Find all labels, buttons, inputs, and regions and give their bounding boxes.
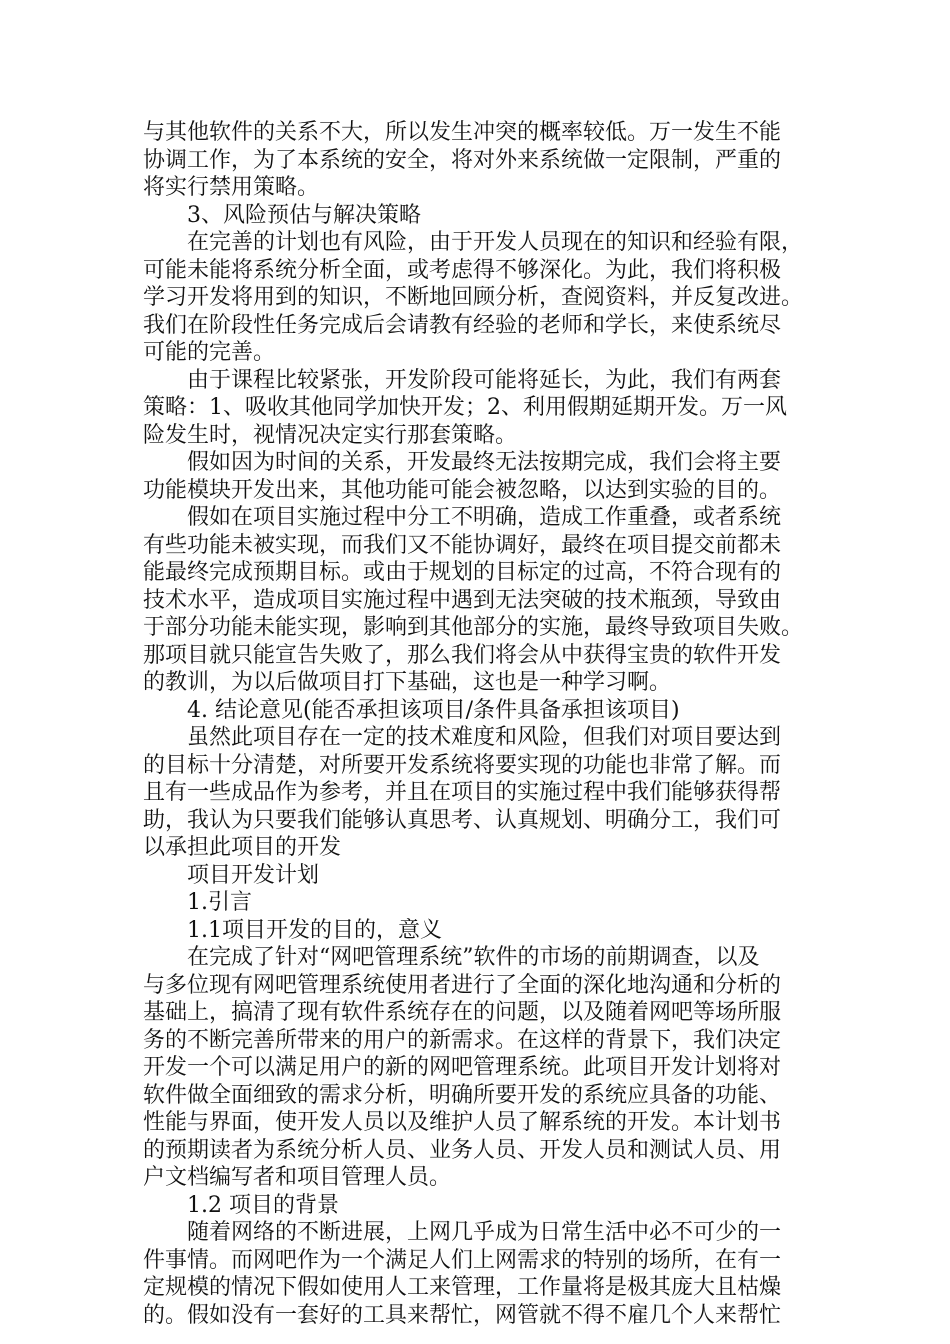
text-line: 与多位现有网吧管理系统使用者进行了全面的深化地沟通和分析的 bbox=[143, 972, 782, 998]
text-line: 3、风险预估与解决策略 bbox=[187, 202, 421, 228]
text-line: 可能的完善。 bbox=[143, 340, 276, 365]
text-line: 开发一个可以满足用户的新的网吧管理系统。此项目开发计划将对 bbox=[143, 1055, 782, 1080]
text-line: 的。假如没有一套好的工具来帮忙，网管就不得不雇几个人来帮忙 bbox=[143, 1302, 782, 1328]
text-line: 能最终完成预期目标。或由于规划的目标定的过高，不符合现有的 bbox=[143, 560, 782, 585]
text-line: 1.引言 bbox=[187, 890, 252, 915]
text-line: 的预期读者为系统分析人员、业务人员、开发人员和测试人员、用 bbox=[143, 1137, 782, 1163]
text-line: 假如因为时间的关系，开发最终无法按期完成，我们会将主要 bbox=[187, 450, 782, 475]
text-line: 功能模块开发出来，其他功能可能会被忽略，以达到实验的目的。 bbox=[143, 477, 782, 503]
text-line: 的教训，为以后做项目打下基础，这也是一种学习啊。 bbox=[143, 670, 672, 695]
text-line: 假如在项目实施过程中分工不明确，造成工作重叠，或者系统 bbox=[187, 505, 782, 530]
text-line: 将实行禁用策略。 bbox=[143, 175, 320, 200]
text-line: 技术水平，造成项目实施过程中遇到无法突破的技术瓶颈，导致由 bbox=[143, 587, 782, 613]
text-line: 可能未能将系统分析全面，或考虑得不够深化。为此，我们将积极 bbox=[143, 257, 782, 283]
text-line: 随着网络的不断进展，上网几乎成为日常生活中必不可少的一 bbox=[187, 1220, 782, 1245]
text-line: 有些功能未被实现，而我们又不能协调好，最终在项目提交前都未 bbox=[143, 532, 782, 558]
text-line: 由于课程比较紧张，开发阶段可能将延长，为此，我们有两套 bbox=[187, 367, 782, 393]
text-line: 策略：1、吸收其他同学加快开发；2、利用假期延期开发。万一风 bbox=[143, 395, 787, 420]
text-line: 务的不断完善所带来的用户的新需求。在这样的背景下，我们决定 bbox=[143, 1027, 782, 1053]
text-line: 件事情。而网吧作为一个满足人们上网需求的特别的场所，在有一 bbox=[143, 1247, 782, 1273]
text-line: 学习开发将用到的知识，不断地回顾分析，查阅资料，并反复改进。 bbox=[143, 285, 804, 310]
text-line: 1.1项目开发的目的，意义 bbox=[187, 917, 442, 943]
text-line: 在完善的计划也有风险，由于开发人员现在的知识和经验有限， bbox=[187, 230, 804, 255]
text-line: 且有一些成品作为参考，并且在项目的实施过程中我们能够获得帮 bbox=[143, 780, 782, 805]
text-line: 户文档编写者和项目管理人员。 bbox=[143, 1165, 452, 1190]
text-line: 在完成了针对“网吧管理系统”软件的市场的前期调查，以及 bbox=[187, 945, 760, 970]
text-line: 与其他软件的关系不大，所以发生冲突的概率较低。万一发生不能 bbox=[143, 120, 782, 145]
text-line: 以承担此项目的开发 bbox=[143, 835, 342, 860]
text-line: 项目开发计划 bbox=[187, 862, 320, 888]
text-line: 的目标十分清楚，对所要开发系统将要实现的功能也非常了解。而 bbox=[143, 752, 782, 778]
text-line: 基础上，搞清了现有软件系统存在的问题，以及随着网吧等场所服 bbox=[143, 1000, 782, 1025]
text-line: 4. 结论意见(能否承担该项目/条件具备承担该项目) bbox=[187, 697, 680, 723]
text-line: 那项目就只能宣告失败了，那么我们将会从中获得宝贵的软件开发 bbox=[143, 642, 782, 668]
text-line: 虽然此项目存在一定的技术难度和风险，但我们对项目要达到 bbox=[187, 725, 782, 750]
text-line: 于部分功能未能实现，影响到其他部分的实施，最终导致项目失败。 bbox=[143, 615, 804, 640]
text-line: 助，我认为只要我们能够认真思考、认真规划、明确分工，我们可 bbox=[143, 807, 782, 833]
text-line: 定规模的情况下假如使用人工来管理，工作量将是极其庞大且枯燥 bbox=[143, 1275, 782, 1300]
text-line: 软件做全面细致的需求分析，明确所要开发的系统应具备的功能、 bbox=[143, 1082, 782, 1108]
text-line: 协调工作，为了本系统的安全，将对外来系统做一定限制，严重的 bbox=[143, 147, 782, 173]
text-line: 性能与界面，使开发人员以及维护人员了解系统的开发。本计划书 bbox=[143, 1110, 782, 1135]
document-body bbox=[143, 119, 823, 1329]
text-line: 1.2 项目的背景 bbox=[187, 1192, 339, 1218]
text-line: 险发生时，视情况决定实行那套策略。 bbox=[143, 422, 518, 448]
text-line: 我们在阶段性任务完成后会请教有经验的老师和学长，来使系统尽 bbox=[143, 312, 782, 338]
